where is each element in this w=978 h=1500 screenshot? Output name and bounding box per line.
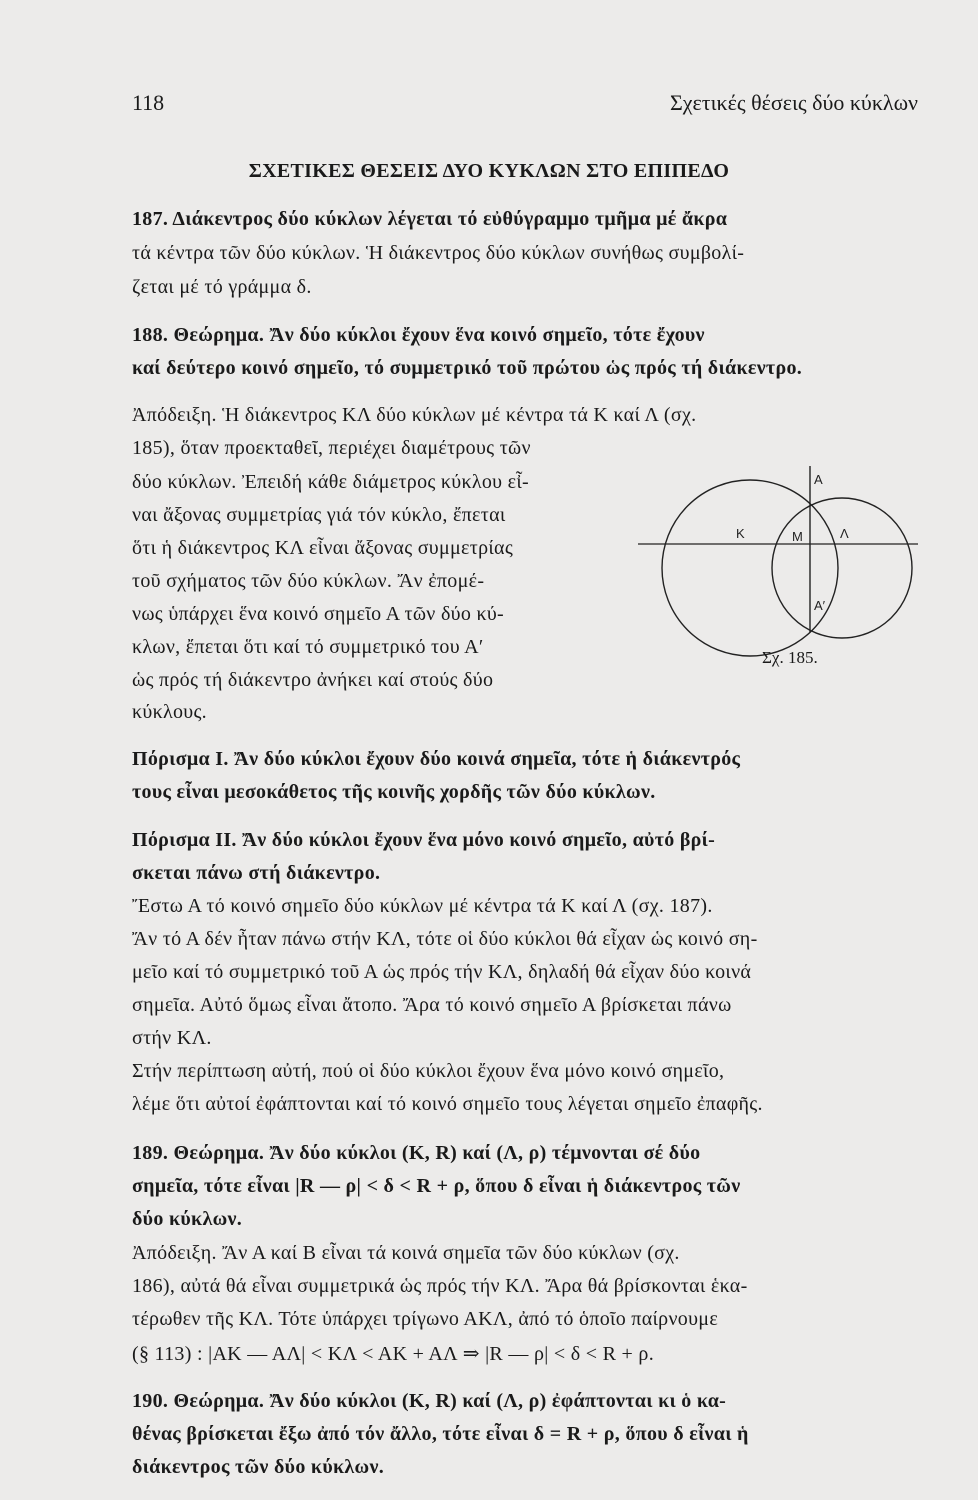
text-line: λέμε ὅτι αὐτοί ἐφάπτονται καί τό κοινό σημεῖο τους λέγεται σημεῖο ἐπαφῆς. (132, 1093, 763, 1115)
text-line: σημεῖα. Αὐτό ὅμως εἶναι ἄτοπο. Ἄρα τό κοινό σημεῖο Α βρίσκεται πάνω (132, 994, 732, 1016)
text-line: στήν ΚΛ. (132, 1027, 212, 1049)
text-line: 186), αὐτά θά εἶναι συμμετρικά ὡς πρός τήν ΚΛ. Ἄρα θά βρίσκονται ἑκα- (132, 1275, 748, 1297)
text-line: Πόρισμα ΙΙ. Ἄν δύο κύκλοι ἔχουν ἕνα μόνο κοινό σημεῖο, αὐτό βρί- (132, 829, 716, 851)
text-line: θένας βρίσκεται ἔξω ἀπό τόν ἄλλο, τότε εἶναι δ = R + ρ, ὅπου δ εἶναι ἡ (132, 1423, 749, 1445)
text-line: ναι ἄξονας συμμετρίας γιά τόν κύκλο, ἔπεται (132, 504, 506, 526)
text-line: 189. Θεώρημα. Ἄν δύο κύκλοι (Κ, R) καί (Λ, ρ) τέμνονται σέ δύο (132, 1142, 701, 1164)
text-line: διάκεντρος τῶν δύο κύκλων. (132, 1456, 384, 1478)
text-line: τά κέντρα τῶν δύο κύκλων. Ἡ διάκεντρος δύο κύκλων συνήθως συμβολί- (132, 242, 745, 264)
text-line: κύκλους. (132, 701, 207, 723)
label-k: K (736, 526, 745, 541)
page-number: 118 (132, 90, 165, 115)
label-l: Λ (840, 526, 849, 541)
text-line: Ἀπόδειξη. Ἄν Α καί Β εἶναι τά κοινά σημεῖα τῶν δύο κύκλων (σχ. (132, 1242, 680, 1264)
text-line: σκεται πάνω στή διάκεντρο. (132, 862, 381, 884)
text-line: Ἄν τό Α δέν ἦταν πάνω στήν ΚΛ, τότε οἱ δύο κύκλοι θά εἶχαν ὡς κοινό ση- (132, 928, 758, 950)
text-line: (§ 113) : |ΑΚ — ΑΛ| < ΚΛ < ΑΚ + ΑΛ ⇒ |R — ρ| < δ < R + ρ. (132, 1343, 655, 1365)
text-line: καί δεύτερο κοινό σημεῖο, τό συμμετρικό τοῦ πρώτου ὡς πρός τή διάκεντρο. (132, 357, 803, 379)
text-line: Ἀπόδειξη. Ἡ διάκεντρος ΚΛ δύο κύκλων μέ κέντρα τά Κ καί Λ (σχ. (132, 404, 697, 426)
text-line: κλων, ἔπεται ὅτι καί τό συμμετρικό του Α′ (132, 636, 484, 658)
text-line: σημεῖα, τότε εἶναι |R — ρ| < δ < R + ρ, ὅπου δ εἶναι ἡ διάκεντρος τῶν (132, 1175, 741, 1197)
text-line: 185), ὅταν προεκταθεῖ, περιέχει διαμέτρους τῶν (132, 437, 531, 459)
text-line: τοῦ σχήματος τῶν δύο κύκλων. Ἄν ἐπομέ- (132, 570, 485, 592)
running-title: Σχετικές θέσεις δύο κύκλων (669, 90, 918, 115)
figure-caption: Σχ. 185. (762, 648, 818, 667)
text-line: 188. Θεώρημα. Ἄν δύο κύκλοι ἔχουν ἕνα κοινό σημεῖο, τότε ἔχουν (132, 324, 705, 346)
figure-185 (632, 462, 922, 672)
circle-l (772, 498, 912, 638)
text-line: τέρωθεν τῆς ΚΛ. Τότε ὑπάρχει τρίγωνο ΑΚΛ, ἀπό τό ὁποῖο παίρνουμε (132, 1308, 719, 1330)
text-line: τους εἶναι μεσοκάθετος τῆς κοινῆς χορδῆς τῶν δύο κύκλων. (132, 781, 656, 803)
label-a-prime: A′ (814, 598, 826, 613)
text-line: μεῖο καί τό συμμετρικό τοῦ Α ὡς πρός τήν ΚΛ, δηλαδή θά εἶχαν δύο κοινά (132, 961, 752, 983)
text-line: δύο κύκλων. (132, 1208, 243, 1230)
text-line: ὡς πρός τή διάκεντρο ἀνήκει καί στούς δύο (132, 669, 494, 691)
label-m: M (792, 529, 803, 544)
text-line: Πόρισμα Ι. Ἄν δύο κύκλοι ἔχουν δύο κοινά σημεῖα, τότε ἡ διάκεντρός (132, 748, 741, 770)
text-line: 190. Θεώρημα. Ἄν δύο κύκλοι (Κ, R) καί (Λ, ρ) ἐφάπτονται κι ὁ κα- (132, 1390, 727, 1412)
text-line: Στήν περίπτωση αὐτή, πού οἱ δύο κύκλοι ἔχουν ἕνα μόνο κοινό σημεῖο, (132, 1060, 725, 1082)
text-line: 187. Διάκεντρος δύο κύκλων λέγεται τό εὐθύγραμμο τμῆμα μέ ἄκρα (132, 208, 728, 230)
text-line: ζεται μέ τό γράμμα δ. (132, 276, 312, 298)
circle-k (662, 480, 838, 656)
text-line: νως ὑπάρχει ἕνα κοινό σημεῖο Α τῶν δύο κύ- (132, 603, 505, 625)
text-line: δύο κύκλων. Ἐπειδή κάθε διάμετρος κύκλου εἶ- (132, 471, 530, 493)
text-line: Ἔστω Α τό κοινό σημεῖο δύο κύκλων μέ κέντρα τά Κ καί Λ (σχ. 187). (132, 895, 713, 917)
text-line: ὅτι ἡ διάκεντρος ΚΛ εἶναι ἄξονας συμμετρίας (132, 537, 514, 559)
label-a: A (814, 472, 823, 487)
section-title: ΣΧΕΤΙΚΕΣ ΘΕΣΕΙΣ ΔΥΟ ΚΥΚΛΩΝ ΣΤΟ ΕΠΙΠΕΔΟ (248, 160, 730, 182)
